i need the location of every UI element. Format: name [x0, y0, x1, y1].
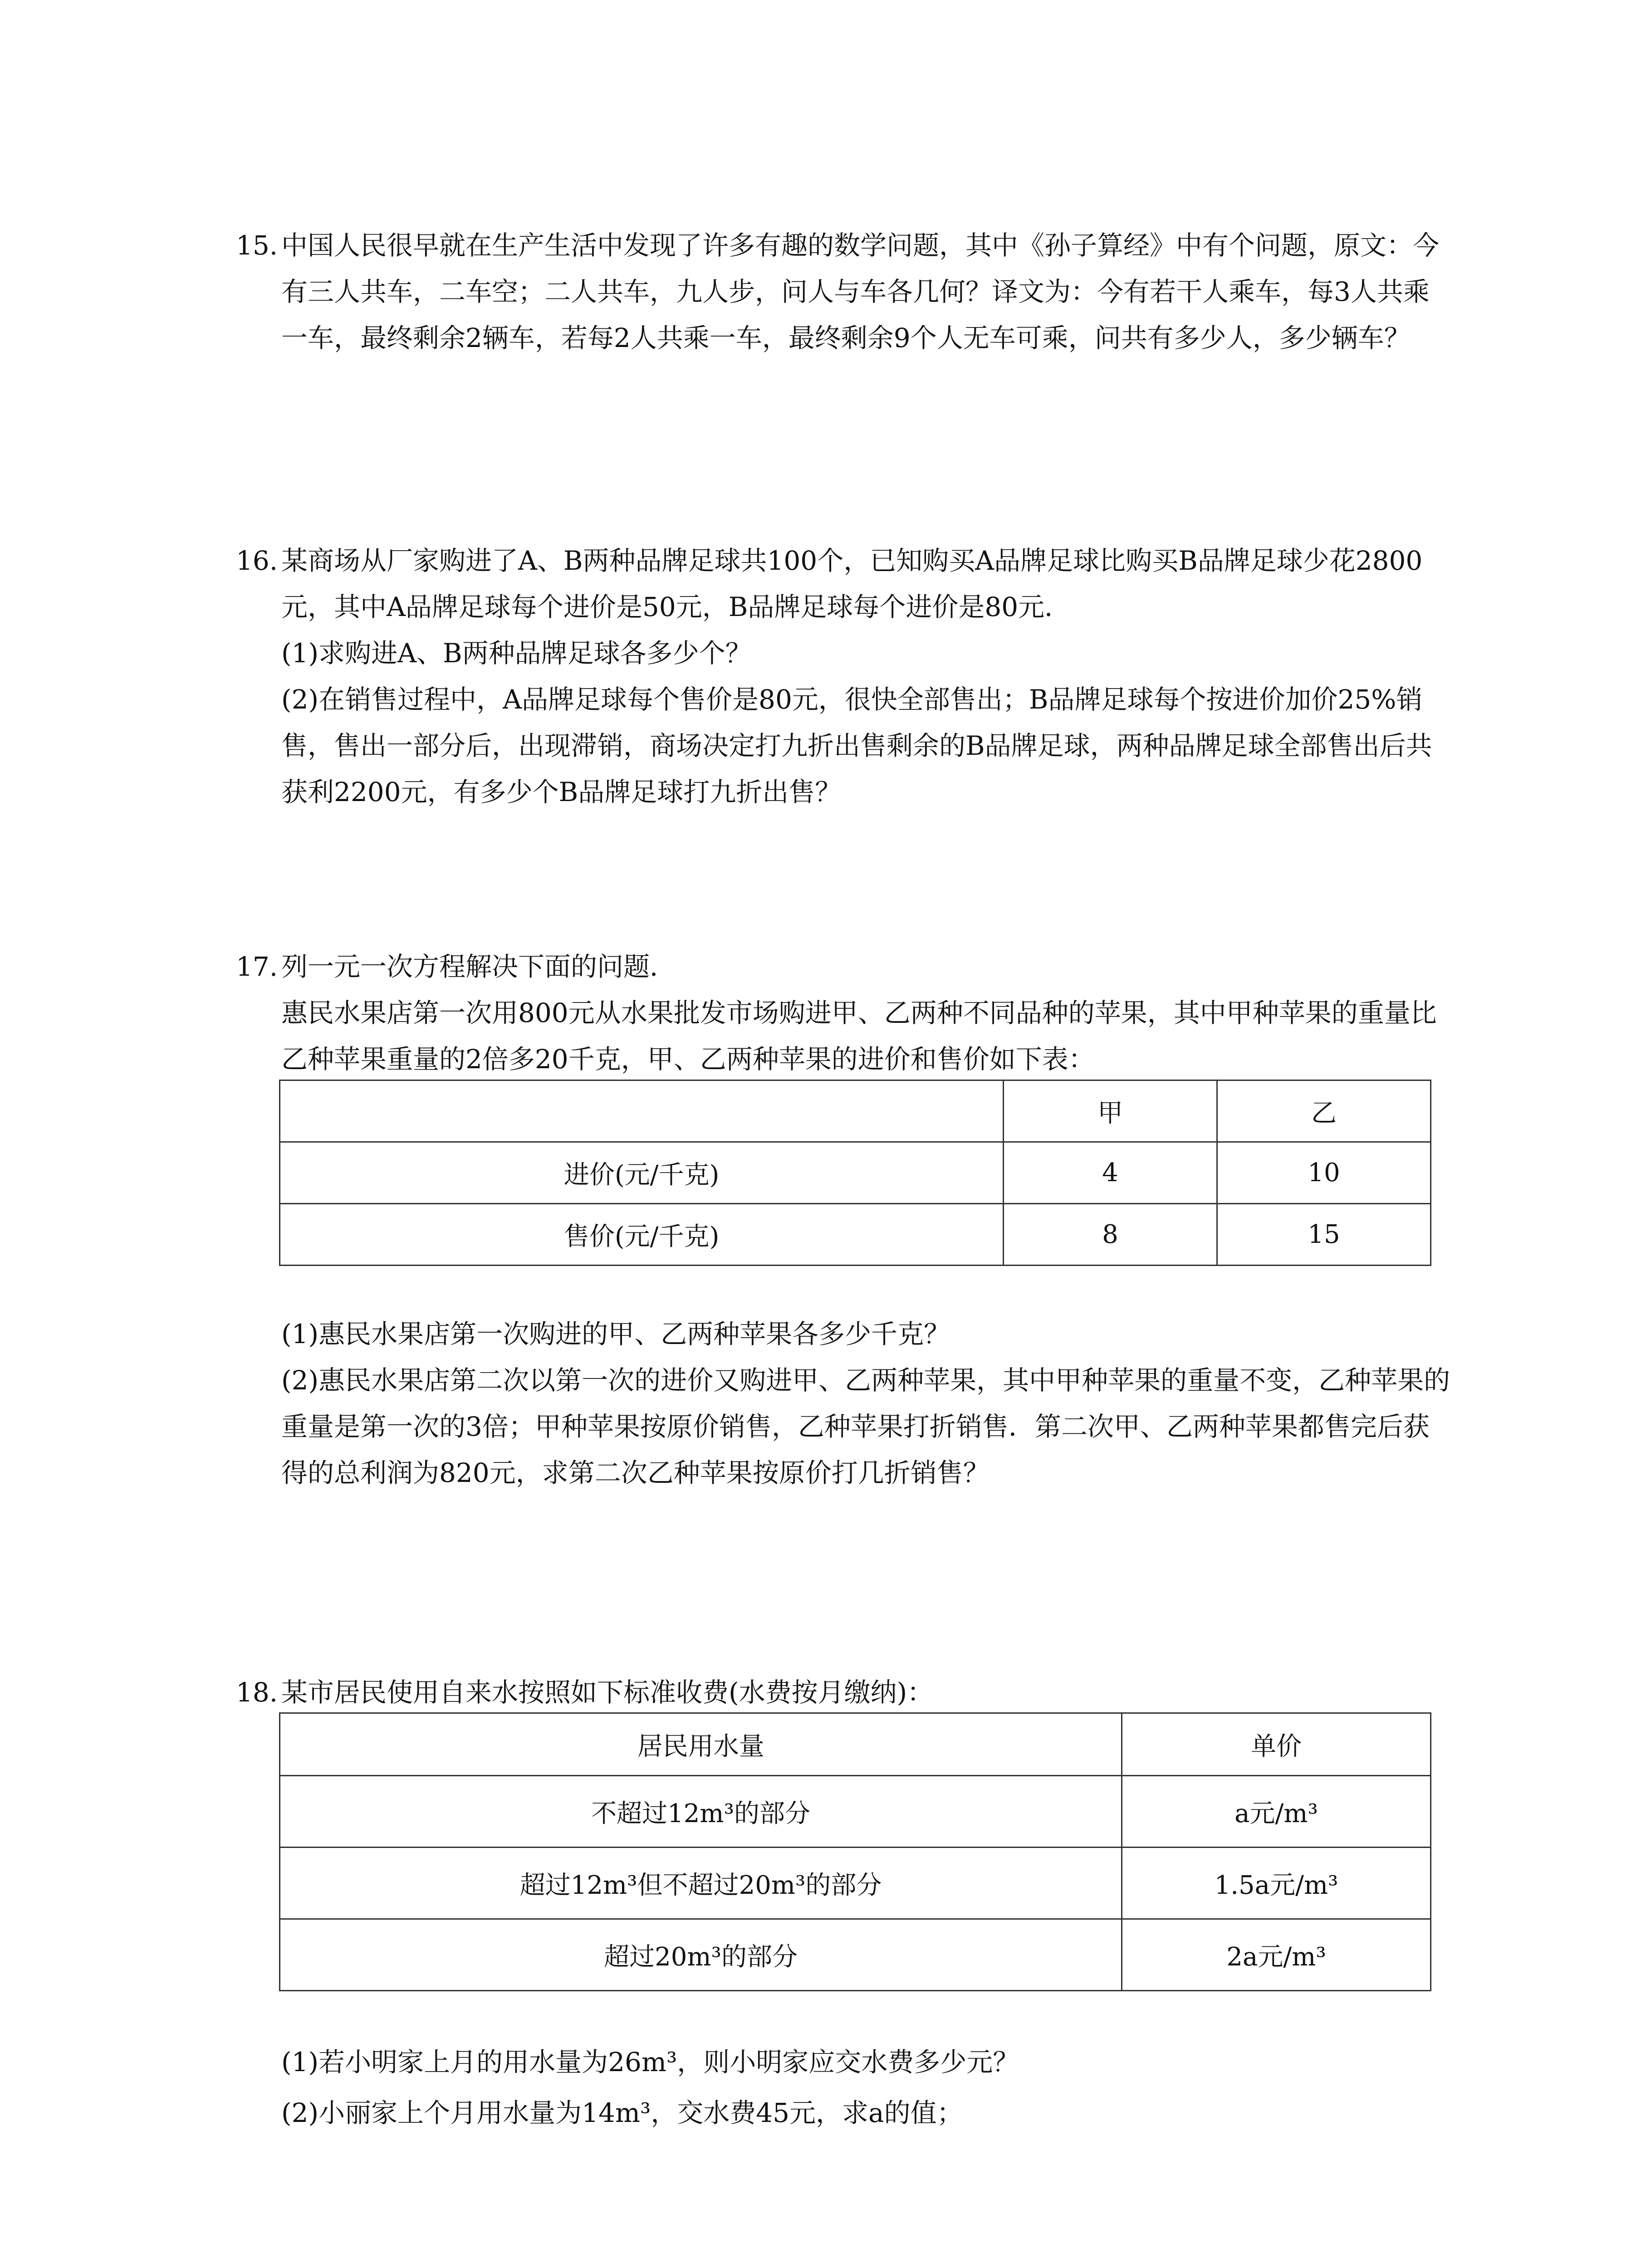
table-cell: 4	[1004, 1142, 1217, 1204]
table-cell: 不超过12m³的部分	[280, 1776, 1122, 1848]
table-cell: 8	[1004, 1204, 1217, 1266]
question-text: 中国人民很早就在生产生活中发现了许多有趣的数学问题，其中《孙子算经》中有个问题，原文：今有三人共车，二车空；二人共车，九人步，问人与车各几何？译文为：今有若干人乘车，每3人共乘一车，最终剩余2辆车，若每2人共乘一车，最终剩余9个人无车可乘，问共有多少人，多少辆车？	[281, 230, 1440, 353]
table-header-cell: 单价	[1122, 1713, 1431, 1776]
question-18-body	[236, 1669, 1452, 1716]
table-cell: 超过12m³但不超过20m³的部分	[280, 1848, 1122, 1919]
table-header-row	[280, 1080, 1431, 1142]
table-cell: 售价(元/千克)	[280, 1204, 1004, 1266]
table-cell: a元/m³	[1122, 1776, 1431, 1848]
question-17	[236, 943, 1452, 1082]
table-cell: 15	[1217, 1204, 1431, 1266]
question-instruction: 列一元一次方程解决下面的问题．	[281, 951, 676, 982]
table-row	[280, 1204, 1431, 1266]
question-text: 惠民水果店第一次用800元从水果批发市场购进甲、乙两种不同品种的苹果，其中甲种苹果的重量比乙种苹果重量的2倍多20千克，甲、乙两种苹果的进价和售价如下表：	[281, 997, 1437, 1075]
table-header-cell: 甲	[1004, 1080, 1217, 1142]
sub-question-1: (1)求购进A、B两种品牌足球各多少个？	[281, 638, 752, 669]
sub-question-2: (2)小丽家上个月用水量为14m³，交水费45元，求a的值；	[281, 2097, 963, 2128]
question-text: 某市居民使用自来水按照如下标准收费(水费按月缴纳)：	[281, 1677, 934, 1708]
sub-question-2: (2)惠民水果店第二次以第一次的进价又购进甲、乙两种苹果，其中甲种苹果的重量不变，乙种苹果的重量是第一次的3倍；甲种苹果按原价销售，乙种苹果打折销售．第二次甲、乙两种苹果都售完后获得的总利润为820元，求第二次乙种苹果按原价打几折销售？	[281, 1365, 1450, 1488]
question-17-subquestions	[236, 1311, 1452, 1496]
table-cell: 2a元/m³	[1122, 1919, 1431, 1991]
apple-price-table	[279, 1080, 1431, 1266]
table-row	[280, 1919, 1431, 1991]
table-cell: 超过20m³的部分	[280, 1919, 1122, 1991]
table-row	[280, 1848, 1431, 1919]
question-18	[236, 1669, 1452, 1716]
question-15-body	[236, 222, 1452, 361]
question-number: 17.	[236, 951, 278, 982]
table-header-cell	[280, 1080, 1004, 1142]
question-text: 某商场从厂家购进了A、B两种品牌足球共100个，已知购买A品牌足球比购买B品牌足球少花2800元，其中A品牌足球每个进价是50元，B品牌足球每个进价是80元．	[281, 545, 1423, 622]
question-number: 18.	[236, 1677, 278, 1708]
question-16	[236, 538, 1452, 815]
table-cell: 进价(元/千克)	[280, 1142, 1004, 1204]
sub-question-1: (1)若小明家上月的用水量为26m³，则小明家应交水费多少元？	[281, 2047, 1019, 2077]
table-header-cell: 居民用水量	[280, 1713, 1122, 1776]
sub-question-2: (2)在销售过程中，A品牌足球每个售价是80元，很快全部售出；B品牌足球每个按进价加价25%销售，售出一部分后，出现滞销，商场决定打九折出售剩余的B品牌足球，两种品牌足球全部售出后共获利2200元，有多少个B品牌足球打九折出售？	[281, 684, 1432, 807]
sub-question-1: (1)惠民水果店第一次购进的甲、乙两种苹果各多少千克？	[281, 1319, 950, 1349]
question-18-subquestions	[236, 2037, 1452, 2138]
question-number: 16.	[236, 545, 278, 576]
table-header-row	[280, 1713, 1431, 1776]
question-17-intro	[236, 943, 1452, 990]
table-row	[280, 1142, 1431, 1204]
question-number: 15.	[236, 230, 278, 261]
table-row	[280, 1776, 1431, 1848]
table-cell: 1.5a元/m³	[1122, 1848, 1431, 1919]
table-cell: 10	[1217, 1142, 1431, 1204]
table-header-cell: 乙	[1217, 1080, 1431, 1142]
water-rate-table	[279, 1712, 1431, 1991]
question-16-body	[236, 538, 1452, 630]
question-15	[236, 222, 1452, 361]
